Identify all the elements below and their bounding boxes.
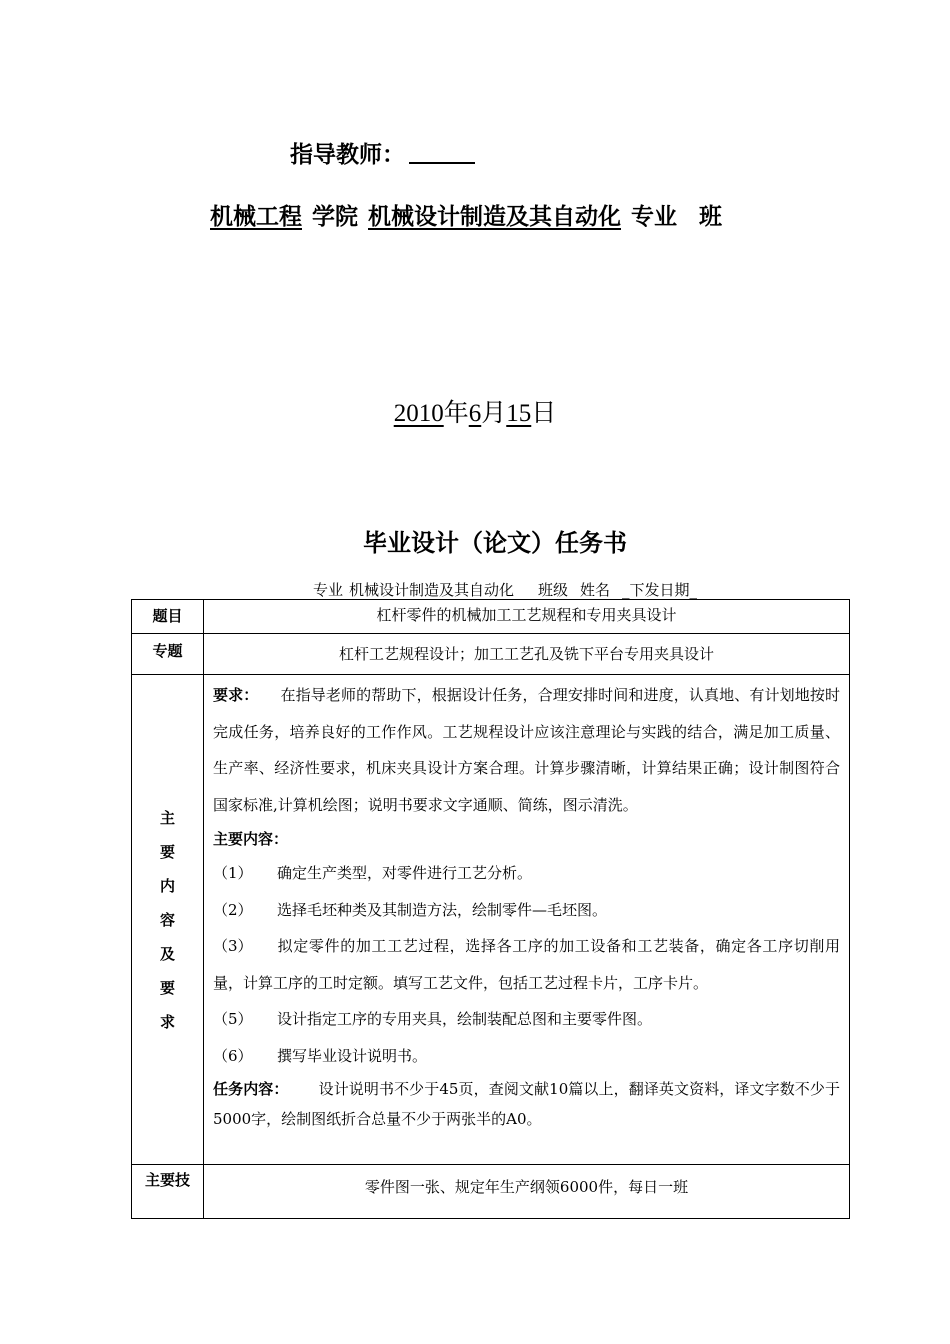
list-item (213, 892, 840, 929)
special-value: 杠杆工艺规程设计；加工工艺孔及铣下平台专用夹具设计 (204, 634, 850, 675)
date-year-unit: 年 (443, 400, 469, 427)
date-month: 6 (468, 400, 482, 427)
date-line (0, 393, 950, 429)
requirements-paragraph (213, 677, 840, 823)
meta-line (0, 579, 950, 600)
major-suffix: 专业 (631, 204, 677, 230)
date-day-unit: 日 (531, 400, 557, 427)
main-label-char: 容 (159, 910, 175, 929)
document-title: 毕业设计（论文）任务书 (363, 529, 627, 557)
meta-major-label: 专业 (312, 581, 343, 599)
main-label-char: 求 (159, 1012, 175, 1031)
item-number: （5） (213, 1010, 253, 1028)
class-suffix: 班 (699, 204, 722, 230)
task-head: 任务内容： (213, 1080, 289, 1098)
item-number: （6） (213, 1046, 253, 1065)
date-year: 2010 (393, 400, 444, 427)
date-day: 15 (506, 400, 532, 427)
main-label-char: 及 (159, 944, 175, 963)
college-name: 机械工程 (210, 204, 302, 230)
task-table (131, 599, 850, 1219)
school-line (210, 198, 732, 231)
requirements-text: 在指导老师的帮助下，根据设计任务，合理安排时间和进度，认真地、有计划地按时完成任务，培养良好的工作作风。工艺规程设计应该注意理论与实践的结合，满足加工质量、生产率、经济性要求，机床夹具设计方案合理。计算步骤清晰，计算结果正确；设计制图符合国家标准,计算机绘图；说明书要求文字通顺、简练，图示清洗。 (213, 686, 840, 814)
item-number: （1） (213, 864, 253, 882)
tech-value: 零件图一张、规定年生产纲领6000件，每日一班 (204, 1165, 850, 1219)
list-item (213, 1001, 840, 1038)
advisor-blank (409, 140, 475, 164)
topic-value: 杠杆零件的机械加工工艺规程和专用夹具设计 (204, 600, 850, 634)
main-content-head: 主要内容： (213, 830, 289, 848)
major-name: 机械设计制造及其自动化 (368, 204, 621, 230)
item-text: 选择毛坯种类及其制造方法，绘制零件—毛坯图。 (277, 900, 608, 919)
advisor-label: 指导教师： (290, 142, 405, 168)
item-text: 确定生产类型，对零件进行工艺分析。 (277, 864, 533, 882)
item-number: （2） (213, 900, 253, 919)
college-suffix: 学院 (312, 204, 358, 230)
date-month-unit: 月 (481, 400, 507, 427)
list-item (213, 1038, 840, 1075)
item-text: 拟定零件的加工工艺过程，选择各工序的加工设备和工艺装备，确定各工序切削用量，计算工序的工时定额。填写工艺文件，包括工艺过程卡片，工序卡片。 (213, 937, 840, 992)
main-label-char: 要 (159, 842, 175, 861)
list-item (213, 928, 840, 1001)
task-text: 设计说明书不少于45页，查阅文献10篇以上，翻译英文资料，译文字数不少于5000字，绘制图纸折合总量不少于两张半的A0。 (213, 1080, 840, 1128)
main-content-body (204, 675, 850, 1165)
main-content-label (132, 675, 204, 1165)
requirements-head: 要求： (213, 686, 259, 704)
table-row (132, 634, 850, 675)
item-text: 撰写毕业设计说明书。 (277, 1046, 428, 1065)
main-label-char: 要 (159, 978, 175, 997)
meta-major-value: 机械设计制造及其自动化 (348, 581, 514, 599)
topic-label: 题目 (132, 600, 204, 634)
table-row (132, 600, 850, 634)
item-text: 设计指定工序的专用夹具，绘制装配总图和主要零件图。 (277, 1010, 653, 1028)
main-label-char: 内 (159, 876, 175, 895)
tech-label: 主要技 (132, 1165, 204, 1219)
table-row (132, 675, 850, 1165)
advisor-line (290, 136, 475, 169)
meta-name-label: 姓名 (580, 581, 611, 599)
main-label-char: 主 (159, 808, 175, 827)
table-row (132, 1165, 850, 1219)
meta-class-label: 班级 (537, 581, 568, 599)
task-paragraph (213, 1074, 840, 1134)
list-item (213, 855, 840, 892)
meta-issue-date: _下发日期_ (622, 581, 698, 599)
item-number: （3） (213, 937, 253, 955)
special-label: 专题 (132, 634, 204, 675)
